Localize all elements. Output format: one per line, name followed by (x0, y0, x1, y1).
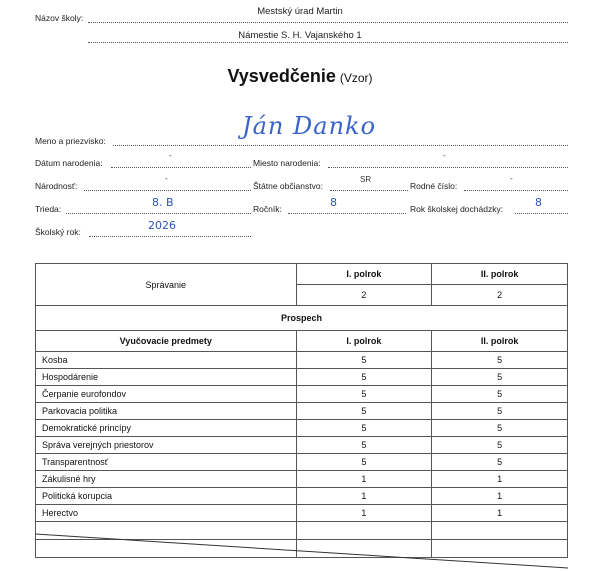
subject-term2-grade: 1 (432, 505, 568, 522)
class-label: Trieda: (35, 204, 62, 214)
birth-place-line (328, 167, 568, 168)
subject-term2-grade: 5 (432, 369, 568, 386)
subjects-term2-header: II. polrok (432, 331, 568, 352)
grades-table (35, 263, 568, 558)
subject-row (36, 369, 568, 386)
birth-date-line (111, 167, 251, 168)
subject-term1-grade: 1 (296, 488, 432, 505)
school-name-line (88, 22, 568, 23)
subject-term1-grade: 5 (296, 352, 432, 369)
subject-name: Transparentnosť (36, 454, 297, 471)
behavior-term1: 2 (296, 285, 432, 306)
subject-row (36, 471, 568, 488)
subject-term1-grade: 5 (296, 454, 432, 471)
progress-header: Prospech (36, 306, 568, 331)
birth-number-value: - (510, 174, 513, 183)
school-name-label: Názov školy: (35, 13, 84, 23)
name-label: Meno a priezvisko: (35, 136, 106, 146)
subject-name: Demokratické princípy (36, 420, 297, 437)
subject-term1-grade: 5 (296, 369, 432, 386)
subject-name: Politická korupcia (36, 488, 297, 505)
birth-place-value: - (443, 151, 446, 160)
term1-header: I. polrok (296, 264, 432, 285)
subject-name: Hospodárenie (36, 369, 297, 386)
subject-term2-grade: 5 (432, 437, 568, 454)
nationality-line (84, 190, 251, 191)
name-line (113, 145, 568, 146)
subject-name: Herectvo (36, 505, 297, 522)
subject-name: Zákulisné hry (36, 471, 297, 488)
subject-row (36, 352, 568, 369)
subject-term1-grade: 1 (296, 471, 432, 488)
nationality-label: Národnosť: (35, 181, 78, 191)
subjects-term1-header: I. polrok (296, 331, 432, 352)
birth-number-line (464, 190, 568, 191)
subject-term1-grade: 1 (296, 505, 432, 522)
strike-through-line (35, 532, 568, 570)
subject-term2-grade: 5 (432, 420, 568, 437)
subject-term1-grade: 5 (296, 386, 432, 403)
year-label: Ročník: (253, 204, 282, 214)
behavior-term2: 2 (432, 285, 568, 306)
birth-place-label: Miesto narodenia: (253, 158, 321, 168)
school-year-value: 2026 (148, 219, 176, 232)
subject-term2-grade: 5 (432, 386, 568, 403)
citizenship-value: SR (360, 175, 372, 184)
school-year-label: Školský rok: (35, 227, 81, 237)
citizenship-label: Štátne občianstvo: (253, 181, 323, 191)
school-year-line (89, 236, 251, 237)
subject-term2-grade: 1 (432, 471, 568, 488)
title-main: Vysvedčenie (227, 66, 336, 86)
class-line (66, 213, 251, 214)
year-line (288, 213, 406, 214)
attendance-line (515, 213, 568, 214)
subject-row (36, 420, 568, 437)
subject-term1-grade: 5 (296, 437, 432, 454)
nationality-value: - (165, 174, 168, 183)
birth-number-label: Rodné číslo: (410, 181, 458, 191)
birth-date-label: Dátum narodenia: (35, 158, 103, 168)
subject-row (36, 488, 568, 505)
subject-term2-grade: 5 (432, 352, 568, 369)
attendance-label: Rok školskej dochádzky: (410, 204, 504, 214)
citizenship-line (330, 190, 408, 191)
class-value: 8. B (152, 196, 174, 209)
school-address-line (88, 42, 568, 43)
subject-term1-grade: 5 (296, 403, 432, 420)
subject-row (36, 454, 568, 471)
term2-header: II. polrok (432, 264, 568, 285)
year-value: 8 (330, 196, 337, 209)
subject-name: Parkovacia politika (36, 403, 297, 420)
subject-name: Kosba (36, 352, 297, 369)
school-name: Mestský úrad Martin (257, 6, 343, 17)
subject-term2-grade: 5 (432, 403, 568, 420)
attendance-value: 8 (535, 196, 542, 209)
subject-row (36, 505, 568, 522)
document-title (0, 66, 600, 87)
behavior-label: Správanie (36, 264, 297, 306)
birth-date-value: - (169, 151, 172, 160)
student-name-signature: Ján Danko (242, 112, 377, 140)
subject-name: Čerpanie eurofondov (36, 386, 297, 403)
subject-term1-grade: 5 (296, 420, 432, 437)
subject-term2-grade: 5 (432, 454, 568, 471)
subject-term2-grade: 1 (432, 488, 568, 505)
subject-name: Správa verejných priestorov (36, 437, 297, 454)
subject-row (36, 437, 568, 454)
subjects-header: Vyučovacie predmety (36, 331, 297, 352)
subject-row (36, 403, 568, 420)
school-address: Námestie S. H. Vajanského 1 (238, 30, 362, 41)
subject-row (36, 386, 568, 403)
title-sub: (Vzor) (339, 71, 373, 85)
